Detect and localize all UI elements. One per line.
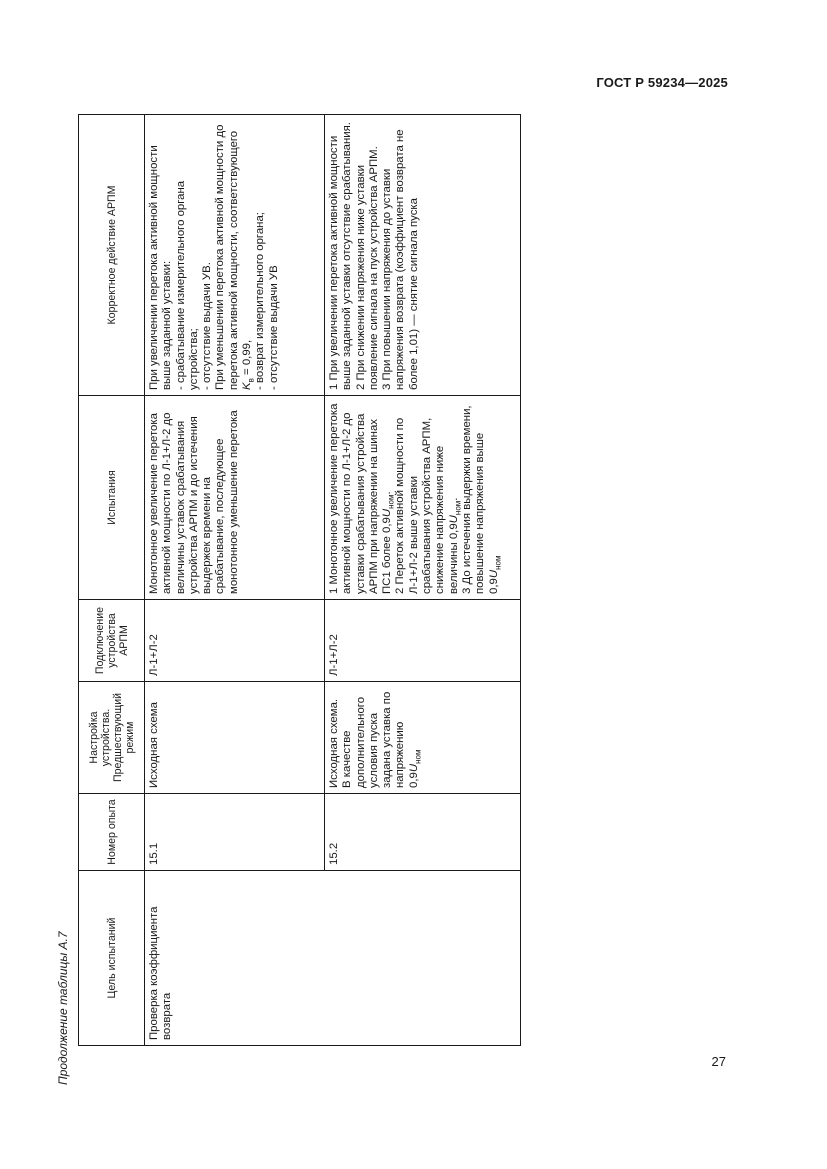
rotated-table-block	[55, 115, 525, 1085]
col-header-goal: Цель испытаний	[79, 871, 145, 1046]
table-row	[145, 115, 325, 1046]
table-caption: Продолжение таблицы А.7	[56, 931, 70, 1085]
col-header-number: Номер опыта	[79, 794, 145, 871]
col-header-setup: Настройка устройства. Предшествующий режим	[79, 682, 145, 794]
cell-setup: Исходная схема. В качестве дополнительного условия пуска задана уставка по напряжению $0,9U_{ном}$	[325, 682, 521, 794]
table-header-row	[79, 115, 145, 1046]
cell-tests: Монотонное увеличение перетока активной мощности по Л-1+Л-2 до величины уставок срабатывания устройства АРПМ и до истечения выдержек времени на срабатывание, последующее монотонное уменьшение перетока	[145, 396, 325, 600]
cell-connection: Л-1+Л-2	[325, 600, 521, 682]
cell-tests: 1 Монотонное увеличение перетока активной мощности по Л-1+Л-2 до уставки срабатывания устройства АРПМ при напряжении на шинах ПС1 более $0,9U_{ном}$. 2 Переток активной мощности по Л-1+Л-2 выше уставки срабатывания устройства АРПМ, снижение напряжения ниже величины $0,9U_{ном}$. 3 До истечения выдержки времени, повышение напряжения выше $0,9U_{ном}$	[325, 396, 521, 600]
col-header-connection: Подключение устройства АРПМ	[79, 600, 145, 682]
document-standard-header: ГОСТ Р 59234—2025	[596, 75, 728, 90]
cell-number: 15.1	[145, 794, 325, 871]
col-header-tests: Испытания	[79, 396, 145, 600]
cell-correct: 1 При увеличении перетока активной мощности выше заданной уставки отсутствие срабатывания. 2 При снижении напряжения ниже уставки появление сигнала на пуск устройства АРПМ. 3 При повышении напряжения до уставки напряжения возврата (коэффициент возврата не более 1,01) — снятие сигнала пуска	[325, 115, 521, 396]
cell-correct: При увеличении перетока активной мощности выше заданной уставки: - срабатывание измерительного органа устройства; - отсутствие выдачи УВ. При уменьшении перетока активной мощности до перетока активной мощности, соответствующего $K_в = 0,99$, - возврат измерительного органа; - отсутствие выдачи УВ	[145, 115, 325, 396]
page-number: 27	[711, 1054, 726, 1069]
col-header-correct: Корректное действие АРПМ	[79, 115, 145, 396]
cell-goal	[325, 871, 521, 1046]
cell-number: 15.2	[325, 794, 521, 871]
cell-goal: Проверка коэффициента возврата	[145, 871, 325, 1046]
table-row	[325, 115, 521, 1046]
cell-connection: Л-1+Л-2	[145, 600, 325, 682]
cell-setup: Исходная схема	[145, 682, 325, 794]
test-table	[78, 114, 521, 1046]
